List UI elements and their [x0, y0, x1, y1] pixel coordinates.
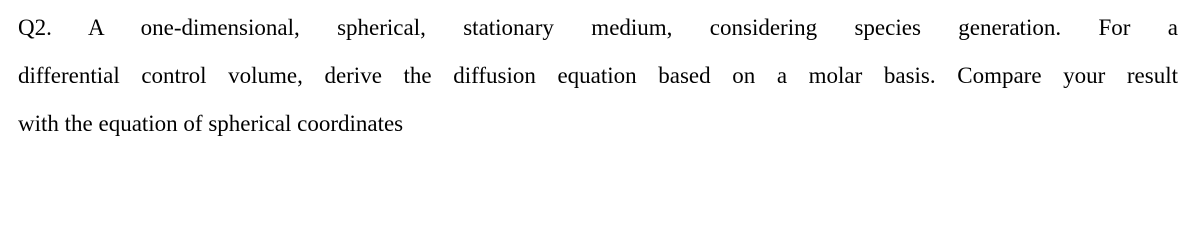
question-line-2: differential control volume, derive the diffusion equation based on a molar basis. Compare your result [18, 63, 1178, 88]
question-line-1: Q2. A one-dimensional, spherical, stationary medium, considering species generation. For a [18, 15, 1178, 40]
question-line-3: with the equation of spherical coordinates [18, 111, 404, 136]
